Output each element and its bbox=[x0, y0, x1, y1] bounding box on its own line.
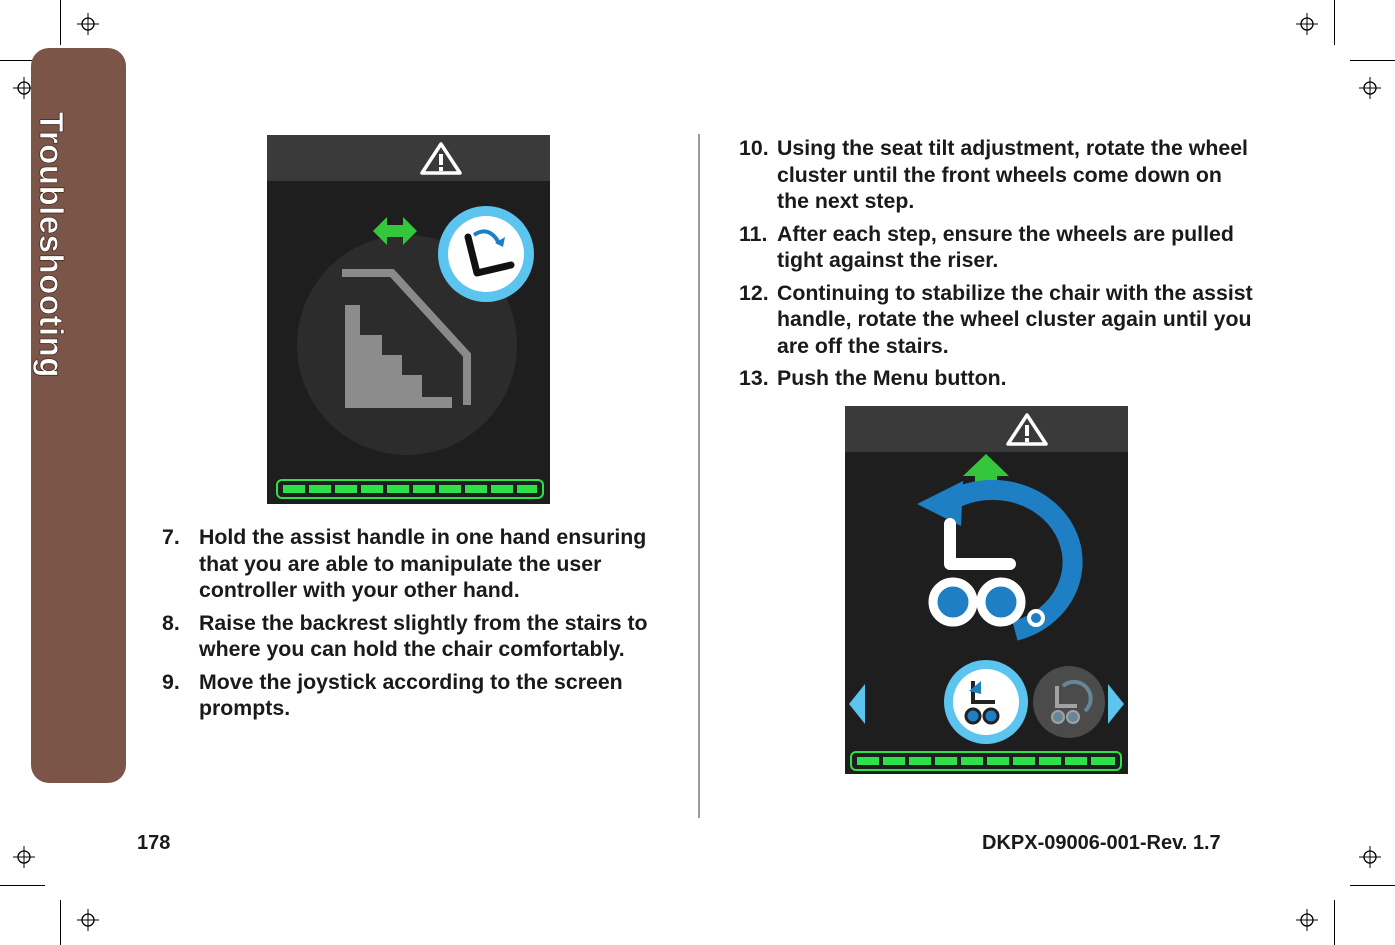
registration-mark-icon bbox=[1296, 909, 1318, 931]
step-item: 11. After each step, ensure the wheels are pulled tight against the riser. bbox=[739, 221, 1234, 272]
seat-tilt-icon bbox=[438, 206, 534, 302]
crop-mark bbox=[1334, 900, 1335, 945]
controller-screen-stairs bbox=[267, 135, 550, 504]
step-item: 10. Using the seat tilt adjustment, rotate the wheel cluster until the front wheels come down on the next step. bbox=[739, 136, 1248, 213]
right-step-list bbox=[739, 135, 1259, 398]
page-number: 178 bbox=[137, 832, 171, 854]
step-item: 9. Move the joystick according to the screen prompts. bbox=[162, 669, 623, 720]
crop-mark bbox=[60, 0, 61, 45]
controller-screen-rotate bbox=[845, 406, 1128, 774]
registration-mark-icon bbox=[13, 846, 35, 868]
registration-mark-icon bbox=[1296, 13, 1318, 35]
crop-mark bbox=[1350, 60, 1395, 61]
section-tab-label bbox=[31, 112, 126, 377]
menu-button-label: Menu bbox=[872, 366, 929, 390]
section-title: Troubleshooting bbox=[33, 112, 70, 378]
crop-mark bbox=[60, 900, 61, 945]
crop-mark bbox=[1334, 0, 1335, 45]
document-id: DKPX-09006-001-Rev. 1.7 bbox=[982, 832, 1221, 854]
step-item: 13. Push the Menu button. bbox=[739, 366, 1007, 390]
step-item: 8. Raise the backrest slightly from the stairs to where you can hold the chair comfortably. bbox=[162, 610, 648, 661]
column-divider bbox=[698, 134, 700, 818]
registration-mark-icon bbox=[1359, 77, 1381, 99]
registration-mark-icon bbox=[77, 909, 99, 931]
step-item: 7. Hold the assist handle in one hand ensuring that you are able to manipulate the user controller with your other hand. bbox=[162, 525, 647, 602]
registration-mark-icon bbox=[77, 13, 99, 35]
mode-selected-icon[interactable] bbox=[944, 660, 1028, 744]
registration-mark-icon bbox=[1359, 846, 1381, 868]
crop-mark bbox=[0, 885, 45, 886]
mode-unselected-icon[interactable] bbox=[1033, 666, 1105, 738]
left-step-list bbox=[162, 524, 682, 728]
crop-mark bbox=[1350, 885, 1395, 886]
step-item: 12. Continuing to stabilize the chair with the assist handle, rotate the wheel cluster again until you are off the stairs. bbox=[739, 280, 1253, 358]
